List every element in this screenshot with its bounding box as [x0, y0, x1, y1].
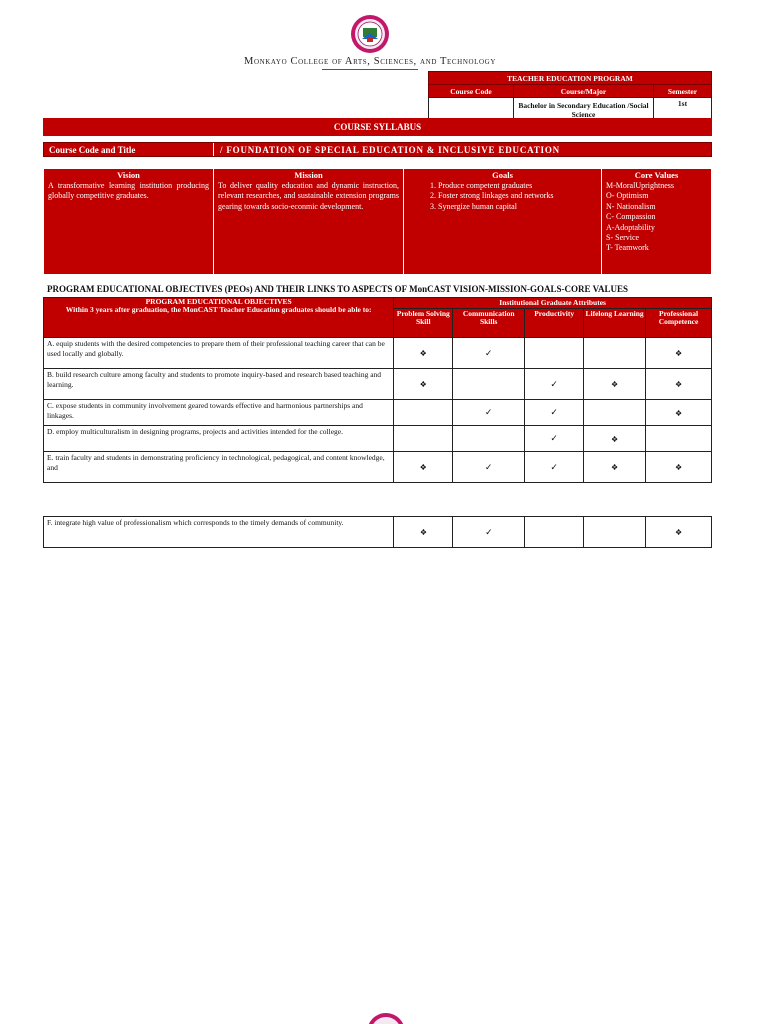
attribute-header: Productivity [525, 309, 584, 338]
core-value-item: S- Service [606, 233, 640, 242]
peo-row [44, 369, 712, 400]
attribute-mark-cell [453, 517, 525, 548]
semester-value: 1st [654, 98, 712, 122]
attribute-mark-cell [525, 338, 584, 369]
checkmark-icon: ✓ [550, 407, 558, 417]
diamond-bullet-icon: ❖ [611, 463, 619, 472]
diamond-bullet-icon: ❖ [674, 349, 683, 358]
attribute-mark-cell [584, 338, 646, 369]
mission-title: Mission [294, 170, 323, 180]
core-value-item: A-Adoptability [606, 222, 655, 232]
checkmark-icon: ✓ [484, 461, 493, 472]
attribute-mark-cell [394, 400, 453, 426]
attribute-mark-cell [646, 400, 712, 426]
diamond-bullet-icon: ❖ [674, 380, 683, 389]
attribute-mark-cell [584, 517, 646, 548]
core-values-cell [602, 169, 712, 275]
peo-row [44, 517, 712, 548]
peo-objectives-title: PROGRAM EDUCATIONAL OBJECTIVES [145, 297, 292, 306]
attribute-mark-cell [584, 452, 646, 483]
attribute-mark-cell [394, 517, 453, 548]
course-major-header: Course/Major [514, 85, 654, 98]
core-value-item: M-MoralUprightness [606, 181, 674, 191]
attribute-mark-cell [584, 426, 646, 452]
attribute-mark-cell [525, 452, 584, 483]
attribute-mark-cell [394, 369, 453, 400]
attribute-header: Professional Competence [646, 309, 712, 338]
course-code-value: / FOUNDATION OF SPECIAL EDUCATION & INCLUSIVE EDUCATION [220, 145, 560, 155]
college-name-underline [322, 69, 418, 70]
diamond-bullet-icon: ❖ [611, 434, 619, 444]
attribute-mark-cell [453, 369, 525, 400]
goals-cell [404, 169, 602, 275]
core-value-item: N- Nationalism [606, 201, 656, 211]
attribute-mark-cell [453, 400, 525, 426]
diamond-bullet-icon: ❖ [419, 463, 427, 472]
peo-table-continued [43, 516, 712, 548]
attribute-header: Problem Solving Skill [394, 309, 453, 338]
core-value-item: C- Compassion [606, 212, 656, 222]
attribute-mark-cell [453, 452, 525, 483]
attribute-mark-cell [394, 426, 453, 452]
attribute-mark-cell [525, 369, 584, 400]
attribute-mark-cell [453, 426, 525, 452]
goals-title: Goals [492, 170, 513, 180]
attribute-mark-cell [394, 452, 453, 483]
checkmark-icon: ✓ [550, 378, 558, 389]
attributes-title: Institutional Graduate Attributes [394, 298, 712, 309]
attribute-mark-cell [646, 426, 712, 452]
peo-objectives-subtitle: Within 3 years after graduation, the MonCAST Teacher Education graduates should be able to: [65, 305, 372, 315]
attribute-mark-cell [525, 426, 584, 452]
diamond-bullet-icon: ❖ [674, 463, 683, 472]
peo-objective-text: A. equip students with the desired competencies to prepare them of their professional teaching career that can be used locally and globally. [44, 338, 394, 369]
peo-row [44, 400, 712, 426]
peo-objective-text: E. train faculty and students in demonstrating proficiency in technological, pedagogical, and content knowledge, and [44, 452, 394, 483]
attribute-mark-cell [394, 338, 453, 369]
goal-item: 2. Foster strong linkages and networks [438, 191, 597, 201]
core-values-title: Core Values [634, 170, 679, 180]
peo-objective-text: C. expose students in community involvement geared towards effective and harmonious partnerships and linkages. [44, 400, 394, 426]
attribute-mark-cell [525, 400, 584, 426]
vision-cell [44, 169, 214, 275]
peo-heading: PROGRAM EDUCATIONAL OBJECTIVES (PEOs) AND THEIR LINKS TO ASPECTS OF MonCAST VISION-MISSION-GOALS-CORE VALUES [47, 284, 628, 294]
course-code-title-bar [43, 142, 712, 157]
course-syllabus-title: COURSE SYLLABUS [43, 118, 712, 136]
diamond-bullet-icon: ❖ [419, 380, 427, 389]
program-info-table [428, 71, 712, 122]
peo-row [44, 426, 712, 452]
attribute-mark-cell [584, 400, 646, 426]
peo-table [43, 297, 712, 483]
peo-objectives-header [44, 298, 394, 338]
course-code-header: Course Code [429, 85, 514, 98]
semester-header: Semester [654, 85, 712, 98]
peo-objective-text: B. build research culture among faculty and students to promote inquiry-based and research based teaching and learning. [44, 369, 394, 400]
diamond-bullet-icon: ❖ [674, 408, 683, 418]
course-major-value: Bachelor in Secondary Education /Social Science [514, 98, 654, 122]
diamond-bullet-icon: ❖ [419, 528, 428, 537]
mission-text: To deliver quality education and dynamic instruction, relevant researches, and sustainable extension programs gearing towards socio-econmic development. [218, 181, 399, 211]
attribute-header: Lifelong Learning [584, 309, 646, 338]
checkmark-icon: ✓ [484, 407, 493, 417]
attribute-mark-cell [646, 517, 712, 548]
checkmark-icon: ✓ [484, 347, 493, 358]
peo-objective-text: F. integrate high value of professionalism which corresponds to the timely demands of community. [44, 517, 394, 548]
peo-objective-text: D. employ multiculturalism in designing programs, projects and activities intended for the college. [44, 426, 394, 452]
attribute-mark-cell [453, 338, 525, 369]
attribute-mark-cell [525, 517, 584, 548]
attribute-header: Communication Skills [453, 309, 525, 338]
college-seal-logo [350, 14, 390, 54]
goal-item: 3. Synergize human capital [438, 202, 597, 212]
core-value-item: T- Teamwork [606, 243, 649, 253]
college-seal-logo-bottom [366, 1012, 406, 1024]
attribute-mark-cell [646, 338, 712, 369]
attribute-mark-cell [646, 452, 712, 483]
diamond-bullet-icon: ❖ [419, 349, 427, 358]
mission-cell [214, 169, 404, 275]
checkmark-icon: ✓ [485, 526, 493, 537]
college-name: Monkayo College of Arts, Sciences, and Technology [244, 56, 496, 67]
checkmark-icon: ✓ [550, 433, 558, 443]
core-value-item: O- Optimism [606, 191, 649, 201]
peo-row [44, 338, 712, 369]
vision-text: A transformative learning institution producing globally competitive graduates. [48, 181, 209, 201]
attribute-mark-cell [584, 369, 646, 400]
checkmark-icon: ✓ [550, 461, 558, 472]
attribute-mark-cell [646, 369, 712, 400]
vision-mission-goals-values [43, 168, 712, 275]
goal-item: 1. Produce competent graduates [438, 181, 597, 191]
vision-title: Vision [117, 170, 140, 180]
diamond-bullet-icon: ❖ [611, 380, 619, 389]
program-title: TEACHER EDUCATION PROGRAM [429, 72, 712, 85]
course-code-label: Course Code and Title [44, 143, 214, 156]
diamond-bullet-icon: ❖ [674, 528, 683, 537]
peo-row [44, 452, 712, 483]
